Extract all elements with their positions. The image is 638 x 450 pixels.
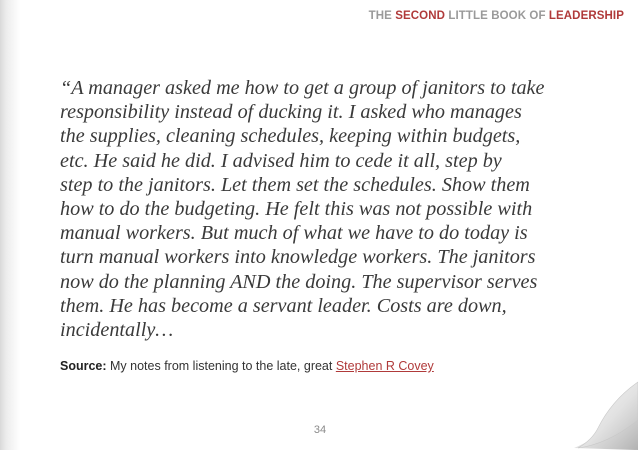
source-text: My notes from listening to the late, great [106, 359, 336, 373]
header-accent-second: SECOND [395, 10, 446, 22]
quote-text: “A manager asked me how to get a group of janitors to take responsibility instead of ducking it. I asked who manages the supplies, cleaning schedules, keeping within budgets, etc. He said he did. I advised him to cede it all, step by step to the janitors. Let them set the schedules. Show them how to do the budgeting. He felt this was not possible with manual workers. But much of what we have to do today is turn manual workers into knowledge workers. The janitors now do the planning AND the doing. The supervisor serves them. He has become a servant leader. Costs are down, incidentally… [60, 77, 545, 342]
source-label: Source: [60, 359, 107, 373]
header-middle: LITTLE BOOK OF [445, 10, 549, 22]
header-prefix: THE [368, 10, 396, 22]
page-number: 34 [313, 424, 327, 436]
header-accent-leadership: LEADERSHIP [548, 10, 624, 22]
source-line [60, 359, 434, 373]
page-curl-icon [568, 380, 638, 450]
book-title-header [369, 10, 624, 22]
source-author-link[interactable]: Stephen R Covey [335, 359, 434, 373]
